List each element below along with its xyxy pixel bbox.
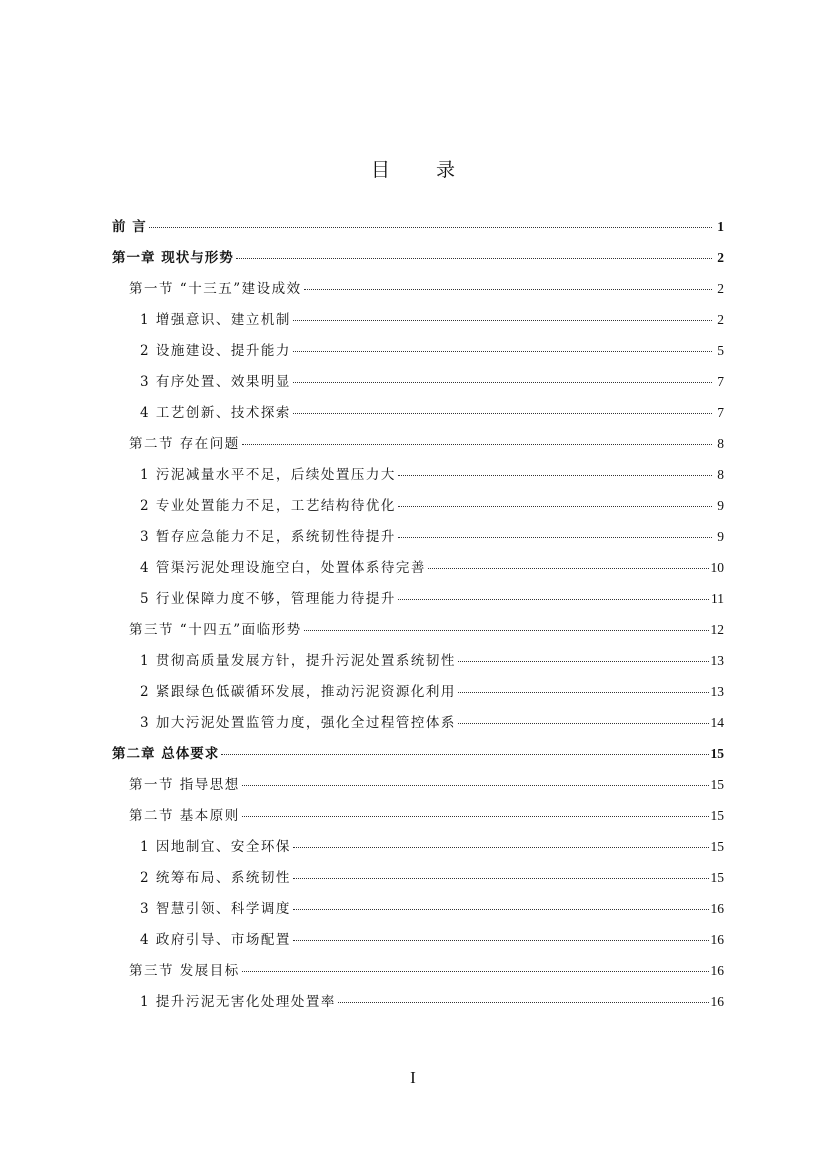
toc-entry[interactable] <box>112 463 724 494</box>
toc-entry[interactable] <box>112 525 724 556</box>
toc-entry-page: 15 <box>710 870 724 885</box>
dot-leader <box>293 940 709 941</box>
toc-entry[interactable] <box>112 680 724 711</box>
toc-entry-page: 15 <box>710 746 724 761</box>
toc-entry[interactable] <box>112 649 724 680</box>
toc-entry-label: 第二节 存在问题 <box>129 436 240 452</box>
dot-leader <box>221 754 708 755</box>
toc-list <box>112 215 724 1021</box>
dot-leader <box>458 661 709 662</box>
toc-entry[interactable] <box>112 215 724 246</box>
toc-entry-page: 2 <box>717 281 724 296</box>
toc-entry-label: 3 加大污泥处置监管力度，强化全过程管控体系 <box>140 715 456 731</box>
toc-entry-page: 14 <box>710 715 724 730</box>
toc-entry-label: 第二节 基本原则 <box>129 808 240 824</box>
toc-entry-page: 16 <box>710 994 724 1009</box>
toc-entry-label: 4 工艺创新、技术探索 <box>140 405 291 421</box>
dot-leader <box>242 816 709 817</box>
toc-entry[interactable] <box>112 308 724 339</box>
toc-entry-page: 11 <box>711 591 724 606</box>
dot-leader <box>338 1002 709 1003</box>
toc-entry[interactable] <box>112 277 724 308</box>
toc-entry-label: 1 污泥减量水平不足，后续处置压力大 <box>140 467 396 483</box>
toc-entry[interactable] <box>112 928 724 959</box>
toc-entry-label: 3 智慧引领、科学调度 <box>140 901 291 917</box>
dot-leader <box>428 568 709 569</box>
toc-entry-page: 10 <box>710 560 724 575</box>
dot-leader <box>293 320 712 321</box>
toc-entry[interactable] <box>112 587 724 618</box>
toc-entry-page: 1 <box>717 219 724 234</box>
dot-leader <box>398 537 712 538</box>
dot-leader <box>398 599 709 600</box>
toc-entry[interactable] <box>112 959 724 990</box>
toc-entry[interactable] <box>112 990 724 1021</box>
toc-entry-label: 第三节 发展目标 <box>129 963 240 979</box>
dot-leader <box>398 506 712 507</box>
toc-entry[interactable] <box>112 711 724 742</box>
toc-entry-page: 16 <box>710 963 724 978</box>
toc-entry-label: 5 行业保障力度不够，管理能力待提升 <box>140 591 396 607</box>
toc-entry-page: 9 <box>717 498 724 513</box>
toc-entry-label: 第一节 “十三五”建设成效 <box>129 281 302 297</box>
toc-entry-page: 2 <box>717 312 724 327</box>
toc-entry-label: 4 管渠污泥处理设施空白，处置体系待完善 <box>140 560 426 576</box>
dot-leader <box>458 692 709 693</box>
toc-entry-label: 前 言 <box>112 219 147 235</box>
toc-entry[interactable] <box>112 370 724 401</box>
toc-entry-label: 1 因地制宜、安全环保 <box>140 839 291 855</box>
toc-entry-label: 第一章 现状与形势 <box>112 250 234 266</box>
toc-entry[interactable] <box>112 246 724 277</box>
toc-entry-label: 1 提升污泥无害化处理处置率 <box>140 994 336 1010</box>
dot-leader <box>242 785 709 786</box>
toc-entry-label: 第一节 指导思想 <box>129 777 240 793</box>
toc-entry[interactable] <box>112 556 724 587</box>
toc-entry-label: 第三节 “十四五”面临形势 <box>129 622 302 638</box>
toc-entry-page: 16 <box>710 901 724 916</box>
dot-leader <box>149 227 712 228</box>
toc-entry-label: 3 有序处置、效果明显 <box>140 374 291 390</box>
toc-entry-label: 2 紧跟绿色低碳循环发展，推动污泥资源化利用 <box>140 684 456 700</box>
toc-entry[interactable] <box>112 773 724 804</box>
toc-title: 目 录 <box>370 159 476 181</box>
toc-entry-page: 8 <box>717 436 724 451</box>
toc-entry-page: 7 <box>717 374 724 389</box>
toc-entry-label: 第二章 总体要求 <box>112 746 220 762</box>
toc-entry-page: 13 <box>710 684 724 699</box>
toc-entry-label: 4 政府引导、市场配置 <box>140 932 291 948</box>
toc-entry-page: 15 <box>710 839 724 854</box>
dot-leader <box>458 723 709 724</box>
dot-leader <box>293 909 709 910</box>
dot-leader <box>242 444 712 445</box>
dot-leader <box>293 878 709 879</box>
dot-leader <box>293 382 712 383</box>
toc-entry-page: 13 <box>710 653 724 668</box>
dot-leader <box>398 475 712 476</box>
toc-entry-page: 5 <box>717 343 724 358</box>
toc-entry[interactable] <box>112 866 724 897</box>
toc-entry-page: 15 <box>710 777 724 792</box>
dot-leader <box>304 630 709 631</box>
toc-entry-page: 2 <box>717 250 724 265</box>
toc-entry-label: 2 设施建设、提升能力 <box>140 343 291 359</box>
toc-entry[interactable] <box>112 401 724 432</box>
toc-entry-page: 16 <box>710 932 724 947</box>
toc-entry[interactable] <box>112 742 724 773</box>
page-number: I <box>410 1068 416 1087</box>
toc-entry[interactable] <box>112 432 724 463</box>
toc-entry[interactable] <box>112 897 724 928</box>
toc-entry[interactable] <box>112 835 724 866</box>
toc-entry[interactable] <box>112 494 724 525</box>
toc-entry-page: 8 <box>717 467 724 482</box>
toc-entry[interactable] <box>112 618 724 649</box>
dot-leader <box>293 351 712 352</box>
toc-entry[interactable] <box>112 339 724 370</box>
toc-entry-label: 1 贯彻高质量发展方针，提升污泥处置系统韧性 <box>140 653 456 669</box>
toc-entry-page: 15 <box>710 808 724 823</box>
toc-entry-label: 1 增强意识、建立机制 <box>140 312 291 328</box>
toc-entry-page: 9 <box>717 529 724 544</box>
dot-leader <box>242 971 709 972</box>
toc-entry-page: 12 <box>710 622 724 637</box>
toc-entry-label: 2 统筹布局、系统韧性 <box>140 870 291 886</box>
toc-entry[interactable] <box>112 804 724 835</box>
toc-entry-page: 7 <box>717 405 724 420</box>
toc-entry-label: 2 专业处置能力不足，工艺结构待优化 <box>140 498 396 514</box>
dot-leader <box>304 289 712 290</box>
dot-leader <box>293 847 709 848</box>
toc-entry-label: 3 暂存应急能力不足，系统韧性待提升 <box>140 529 396 545</box>
dot-leader <box>293 413 712 414</box>
dot-leader <box>236 258 712 259</box>
